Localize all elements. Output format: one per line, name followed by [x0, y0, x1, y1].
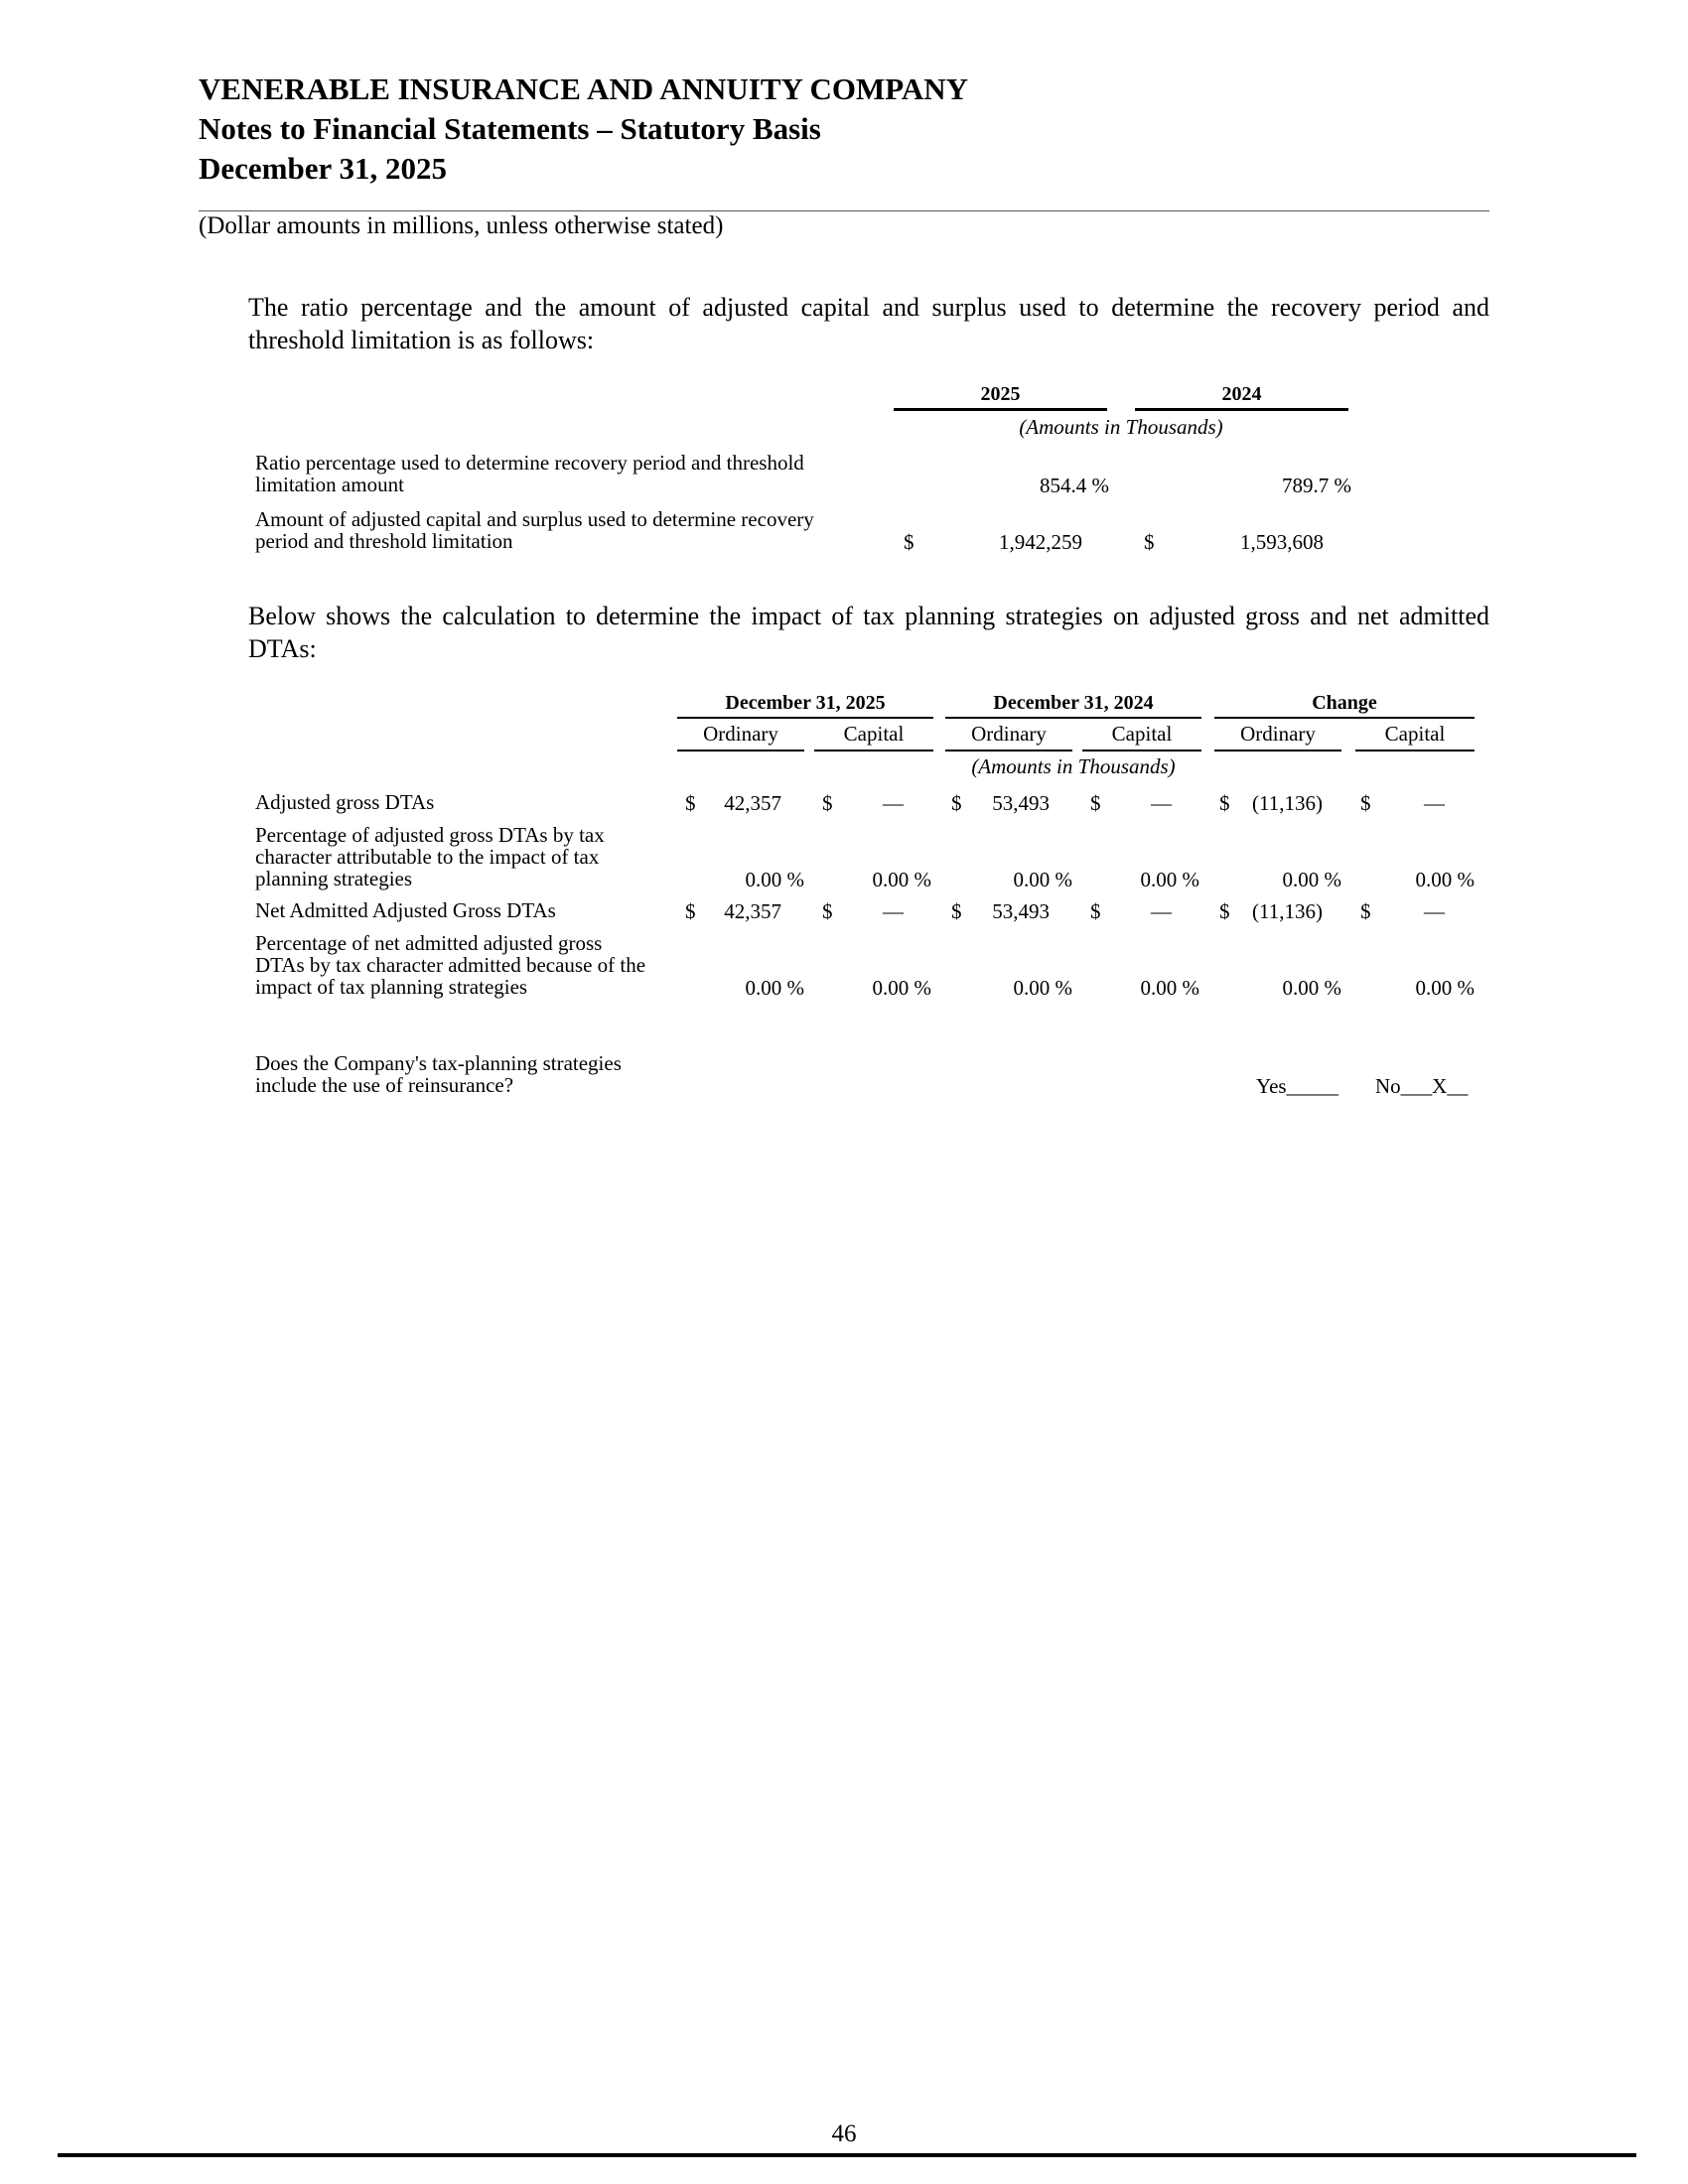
currency-symbol: $	[1090, 899, 1101, 923]
currency-symbol: $	[1360, 791, 1371, 815]
page-number: 46	[831, 2120, 857, 2147]
value-cell: 0.00 %	[1013, 976, 1072, 1000]
value-cell: 42,357	[724, 791, 781, 815]
section1-intro: The ratio percentage and the amount of adjusted capital and surplus used to determine the recovery period and threshold limitation is as follows:	[248, 293, 1489, 354]
amounts-note: (Amounts in Thousands)	[971, 754, 1176, 778]
subcol-underline	[677, 750, 804, 751]
currency-symbol: $	[951, 899, 962, 923]
value-cell: —	[1424, 899, 1445, 923]
value-cell: 0.00 %	[1282, 976, 1341, 1000]
ratio-2024: 789.7 %	[1282, 474, 1351, 497]
value-cell: 0.00 %	[1140, 868, 1199, 891]
value-cell: 0.00 %	[1140, 976, 1199, 1000]
column-header-2024: 2024	[1221, 383, 1262, 405]
header-divider	[199, 210, 1489, 211]
value-cell: 42,357	[724, 899, 781, 923]
value-cell: (11,136)	[1252, 791, 1323, 815]
subcol-capital: Capital	[1111, 722, 1173, 746]
group-underline	[1214, 717, 1475, 719]
value-cell: —	[883, 791, 904, 815]
subcol-underline	[1214, 750, 1341, 751]
value-cell: 0.00 %	[1282, 868, 1341, 891]
row-label-percentage-net-admitted: Percentage of net admitted adjusted gross DTAs by tax character admitted because of the impact of tax planning strategies	[255, 931, 646, 999]
value-cell: 0.00 %	[872, 976, 931, 1000]
value-cell: —	[1424, 791, 1445, 815]
currency-symbol: $	[822, 899, 833, 923]
value-cell: 0.00 %	[1415, 868, 1475, 891]
reinsurance-question: Does the Company's tax-planning strategies include the use of reinsurance?	[255, 1051, 622, 1097]
group-underline	[677, 717, 933, 719]
group-underline	[945, 717, 1201, 719]
currency-symbol: $	[1360, 899, 1371, 923]
value-cell: 0.00 %	[1013, 868, 1072, 891]
currency-symbol: $	[1144, 530, 1155, 554]
column-underline-2024	[1135, 408, 1348, 411]
value-cell: 53,493	[992, 791, 1050, 815]
section2-intro: Below shows the calculation to determine the impact of tax planning strategies on adjusted gross and net admitted DTAs:	[248, 602, 1489, 663]
subcol-ordinary: Ordinary	[1240, 722, 1316, 746]
value-cell: —	[1151, 791, 1172, 815]
value-cell: 53,493	[992, 899, 1050, 923]
statement-date: December 31, 2025	[199, 151, 447, 186]
document-title: Notes to Financial Statements – Statutory Basis	[199, 111, 821, 146]
subcol-ordinary: Ordinary	[703, 722, 778, 746]
answer-yes: Yes_____	[1256, 1074, 1339, 1098]
column-underline-2025	[894, 408, 1107, 411]
group-header-change: Change	[1312, 692, 1377, 714]
currency-symbol: $	[1219, 899, 1230, 923]
row-label-percentage-attributable: Percentage of adjusted gross DTAs by tax character attributable to the impact of tax planning strategies	[255, 823, 605, 890]
currency-symbol: $	[685, 899, 696, 923]
value-cell: —	[1151, 899, 1172, 923]
answer-no: No___X__	[1375, 1074, 1469, 1098]
company-name: VENERABLE INSURANCE AND ANNUITY COMPANY	[199, 71, 969, 106]
subcol-capital: Capital	[843, 722, 905, 746]
footer-divider	[58, 2153, 1636, 2157]
subcol-underline	[945, 750, 1072, 751]
currency-symbol: $	[685, 791, 696, 815]
amounts-note: (Amounts in Thousands)	[1019, 415, 1223, 439]
group-header-2024: December 31, 2024	[993, 692, 1154, 714]
adjusted-capital-2025: 1,942,259	[999, 530, 1082, 554]
subcol-underline	[814, 750, 933, 751]
currency-symbol: $	[1219, 791, 1230, 815]
currency-symbol: $	[822, 791, 833, 815]
ratio-2025: 854.4 %	[1040, 474, 1109, 497]
currency-symbol: $	[951, 791, 962, 815]
subcol-underline	[1355, 750, 1475, 751]
row-label-net-admitted: Net Admitted Adjusted Gross DTAs	[255, 898, 556, 922]
row-label-adjusted-gross-dtas: Adjusted gross DTAs	[255, 790, 435, 814]
subcol-capital: Capital	[1384, 722, 1446, 746]
group-header-2025: December 31, 2025	[725, 692, 886, 714]
currency-symbol: $	[1090, 791, 1101, 815]
value-cell: 0.00 %	[745, 868, 804, 891]
adjusted-capital-2024: 1,593,608	[1240, 530, 1324, 554]
column-header-2025: 2025	[980, 383, 1021, 405]
row-label-ratio: Ratio percentage used to determine recovery period and threshold limitation amount	[255, 451, 804, 496]
value-cell: —	[883, 899, 904, 923]
value-cell: 0.00 %	[745, 976, 804, 1000]
value-cell: 0.00 %	[1415, 976, 1475, 1000]
row-label-adjusted-capital: Amount of adjusted capital and surplus used to determine recovery period and threshold limitation	[255, 507, 814, 553]
units-note: (Dollar amounts in millions, unless otherwise stated)	[199, 212, 724, 239]
subcol-underline	[1082, 750, 1201, 751]
currency-symbol: $	[904, 530, 914, 554]
subcol-ordinary: Ordinary	[971, 722, 1047, 746]
value-cell: (11,136)	[1252, 899, 1323, 923]
value-cell: 0.00 %	[872, 868, 931, 891]
